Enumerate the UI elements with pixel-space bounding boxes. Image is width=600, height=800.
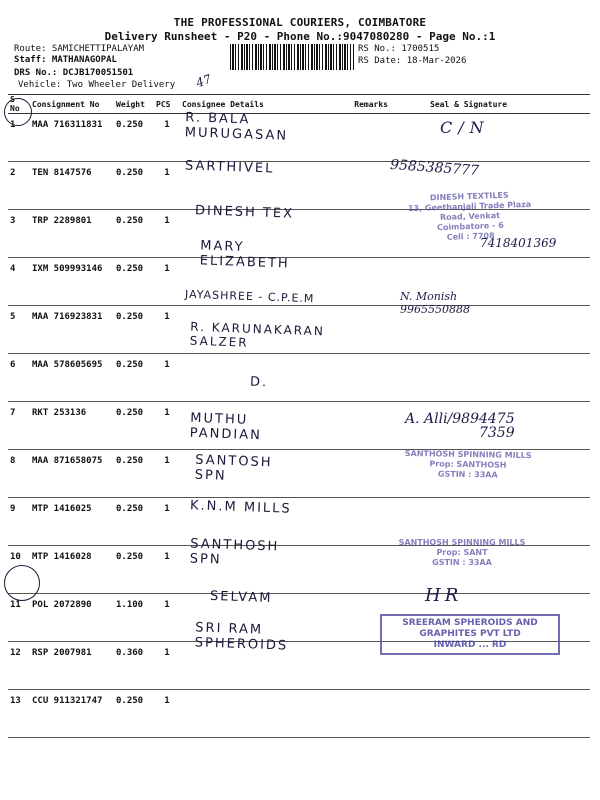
cell-consignment: TRP 2289801 [30, 210, 114, 258]
hw-signature-8: A. Alli/9894475 7359 [405, 411, 515, 441]
cell-weight: 0.250 [114, 450, 154, 498]
col-consignment: Consignment No [30, 95, 114, 114]
hw-consignee-9: SANTOSH SPN [194, 452, 273, 484]
cell-pcs: 1 [154, 450, 180, 498]
cell-remarks [340, 162, 390, 210]
cell-sno: 11 [8, 594, 30, 642]
runsheet-subtitle: Delivery Runsheet - P20 - Phone No.:9047080280 - Page No.:1 [104, 30, 496, 43]
cell-signature [390, 354, 590, 402]
cell-consignment: MAA 716311831 [30, 114, 114, 162]
hw-signature-5: N. Monish 9965550888 [400, 290, 470, 316]
cell-remarks [340, 402, 390, 450]
cell-pcs: 1 [154, 258, 180, 306]
cell-consignment: MTP 1416028 [30, 546, 114, 594]
cell-weight: 0.360 [114, 642, 154, 690]
cell-pcs: 1 [154, 354, 180, 402]
rs-date: RS Date: 18-Mar-2026 [358, 56, 467, 66]
cell-consignee [180, 690, 340, 738]
table-header [8, 95, 590, 114]
hw-consignee-7: D. [249, 374, 269, 391]
hw-signature-12: HR [425, 585, 463, 606]
circle-mark-row-1 [4, 98, 32, 126]
cell-sno: 12 [8, 642, 30, 690]
cell-signature [390, 690, 590, 738]
cell-sno: 13 [8, 690, 30, 738]
top-scribble: 47 [194, 71, 214, 91]
cell-sno: 3 [8, 210, 30, 258]
cell-sno: 2 [8, 162, 30, 210]
col-weight: Weight [114, 95, 154, 114]
col-pcs: PCS [154, 95, 180, 114]
cell-consignment: MAA 871658075 [30, 450, 114, 498]
cell-pcs: 1 [154, 402, 180, 450]
company-title: THE PROFESSIONAL COURIERS, COIMBATORE [173, 16, 427, 29]
cell-sno: 4 [8, 258, 30, 306]
cell-weight: 0.250 [114, 546, 154, 594]
cell-remarks [340, 210, 390, 258]
table-row [8, 354, 590, 402]
cell-remarks [340, 354, 390, 402]
cell-sno: 7 [8, 402, 30, 450]
cell-pcs: 1 [154, 594, 180, 642]
cell-pcs: 1 [154, 498, 180, 546]
cell-weight: 0.250 [114, 354, 154, 402]
cell-sno: 10 [8, 546, 30, 594]
hw-consignee-2: SARTHIVEL [184, 158, 275, 177]
cell-signature [390, 114, 590, 162]
hw-consignee-12: SELVAM [209, 588, 273, 607]
cell-consignment: POL 2072890 [30, 594, 114, 642]
cell-consignment: MTP 1416025 [30, 498, 114, 546]
cell-remarks [340, 690, 390, 738]
hw-consignee-10: K.N.M MILLS [189, 498, 292, 517]
hw-consignee-3: DINESH TEX [194, 203, 295, 222]
cell-weight: 0.250 [114, 162, 154, 210]
cell-weight: 0.250 [114, 690, 154, 738]
table-row [8, 114, 590, 162]
staff-label: Staff: MATHANAGOPAL [14, 55, 117, 65]
cell-consignment: RSP 2007981 [30, 642, 114, 690]
cell-sno: 5 [8, 306, 30, 354]
cell-pcs: 1 [154, 306, 180, 354]
circle-mark-row-12 [4, 565, 40, 601]
cell-remarks [340, 306, 390, 354]
hw-signature-1: C/N [440, 118, 490, 137]
cell-pcs: 1 [154, 210, 180, 258]
cell-pcs: 1 [154, 642, 180, 690]
table-row [8, 690, 590, 738]
cell-pcs: 1 [154, 114, 180, 162]
cell-consignment: MAA 578605695 [30, 354, 114, 402]
cell-sno: 8 [8, 450, 30, 498]
cell-remarks [340, 258, 390, 306]
cell-weight: 1.100 [114, 594, 154, 642]
cell-sno: 6 [8, 354, 30, 402]
col-signature: Seal & Signature [390, 95, 590, 114]
stamp-sreeram: SREERAM SPHEROIDS AND GRAPHITES PVT LTD INWARD ... RD [380, 614, 560, 655]
cell-consignment: RKT 253136 [30, 402, 114, 450]
stamp-dinesh-textiles: DINESH TEXTILES 13, Geethanjali Trade Plaza Road, Venkat Coimbatore - 6 Cell : 7708 [407, 190, 532, 242]
col-sno: S No [8, 95, 30, 114]
cell-sno: 9 [8, 498, 30, 546]
cell-weight: 0.250 [114, 402, 154, 450]
drs-number: DRS No.: DCJB170051501 [14, 68, 134, 78]
cell-consignment: CCU 911321747 [30, 690, 114, 738]
cell-weight: 0.250 [114, 306, 154, 354]
cell-remarks [340, 114, 390, 162]
cell-consignment: TEN 8147576 [30, 162, 114, 210]
cell-consignment: IXM 509993146 [30, 258, 114, 306]
cell-weight: 0.250 [114, 258, 154, 306]
col-consignee: Consignee Details [180, 95, 340, 114]
hw-consignee-8: MUTHU PANDIAN [189, 410, 263, 444]
hw-consignee-13: SRI RAM SPHEROIDS [194, 620, 289, 654]
cell-sno: 1 [8, 114, 30, 162]
cell-pcs: 1 [154, 546, 180, 594]
hw-consignee-6: R. KARUNAKARAN SALZER [189, 319, 326, 350]
route-label: Route: SAMICHETTIPALAYAM [14, 44, 145, 54]
vehicle-label: Vehicle: Two Wheeler Delivery [18, 80, 176, 90]
hw-consignee-11: SANTHOSH SPN [189, 536, 280, 568]
cell-weight: 0.250 [114, 498, 154, 546]
stamp-santhosh-1: SANTHOSH SPINNING MILLS Prop: SANTHOSH GSTIN : 33AA [404, 448, 532, 480]
barcode [230, 44, 354, 70]
hw-consignee-4: MARY ELIZABETH [199, 238, 290, 272]
hw-consignee-1: R. BALA MURUGASAN [184, 110, 289, 144]
hw-signature-2: 9585385777 [389, 156, 480, 180]
cell-pcs: 1 [154, 690, 180, 738]
rs-number: RS No.: 1700515 [358, 44, 440, 54]
cell-weight: 0.250 [114, 210, 154, 258]
cell-weight: 0.250 [114, 114, 154, 162]
col-remarks: Remarks [340, 95, 390, 114]
cell-consignment: MAA 716923831 [30, 306, 114, 354]
cell-pcs: 1 [154, 162, 180, 210]
stamp-santhosh-2: SANTHOSH SPINNING MILLS Prop: SANT GSTIN : 33AA [398, 538, 526, 567]
hw-signature-4: 7418401369 [480, 236, 557, 250]
hw-consignee-5: JAYASHREE - C.P.E.M [184, 287, 315, 306]
